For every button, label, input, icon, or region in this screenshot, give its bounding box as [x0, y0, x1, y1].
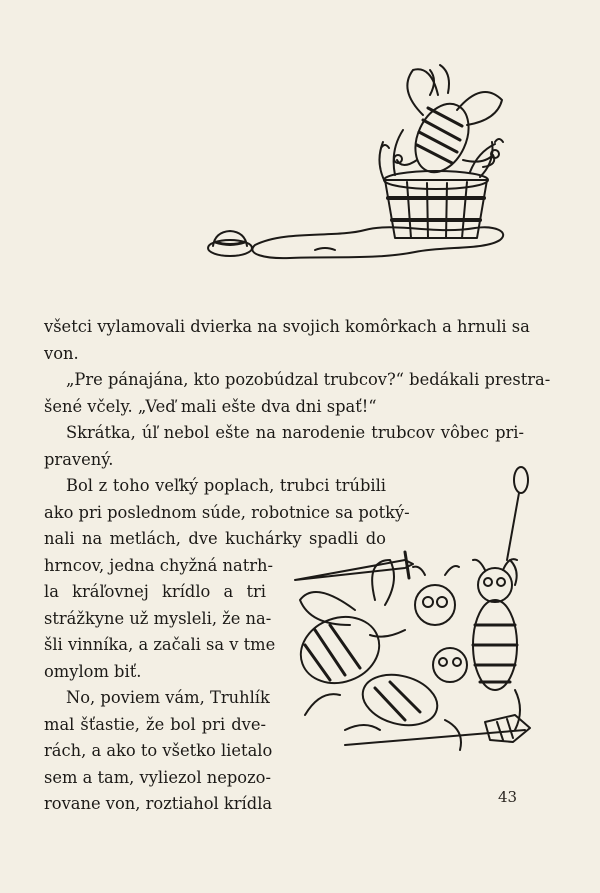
text-line: šli vinníka, a začali sa v tme	[44, 635, 276, 654]
page-number: 43	[498, 788, 518, 806]
text-line: všetci vylamovali dvierka na svojich komôrkach a hrnuli sa	[44, 317, 530, 336]
text-line: „Pre pánajána, kto pozobúdzal trubcov?“ bedákali prestra-	[66, 370, 551, 389]
text-line: rách, a ako to všetko lietalo	[44, 741, 273, 760]
text-line: No, poviem vám, Truhlík	[66, 688, 270, 707]
text-line: sem a tam, vyliezol nepozo-	[44, 767, 271, 787]
text-line: Bol z toho veľký poplach, trubci trúbili	[66, 476, 386, 495]
body-text	[44, 314, 551, 818]
text-line: hrncov, jedna chyžná natrh-	[44, 555, 274, 575]
text-line: pravený.	[44, 449, 114, 469]
text-line: rovane von, roztiahol krídla	[44, 794, 273, 813]
bee-in-tub-illustration	[195, 60, 525, 280]
text-line: mal šťastie, že bol pri dve-	[44, 714, 266, 734]
text-line: la kráľovnej krídlo a tri	[44, 582, 266, 601]
text-line: nali na metlách, dve kuchárky spadli do	[44, 529, 386, 548]
text-line: Skrátka, úľ nebol ešte na narodenie trubcov vôbec pri-	[66, 423, 524, 442]
text-line: omylom biť.	[44, 661, 142, 681]
text-line: ako pri poslednom súde, robotnice sa potký-	[44, 502, 410, 522]
text-line: strážkyne už mysleli, že na-	[44, 608, 272, 628]
text-line: von.	[44, 343, 79, 363]
text-line: šené včely. „Veď mali ešte dva dni spať!“	[44, 396, 377, 416]
